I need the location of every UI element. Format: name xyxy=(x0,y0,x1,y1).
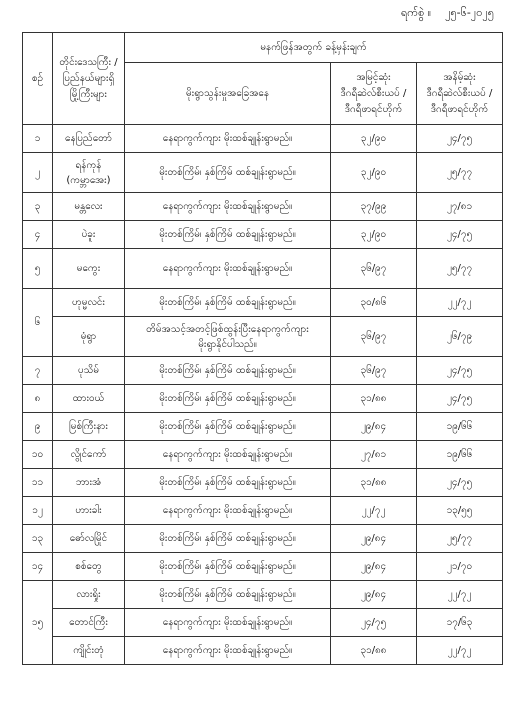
weather-condition: မိုးတစ်ကြိမ်၊ နှစ်ကြိမ် ထစ်ချုန်းရွာမည်။ xyxy=(125,525,331,553)
weather-condition: နေရာကွက်ကျား မိုးထစ်ချုန်းရွာမည်။ xyxy=(125,249,331,289)
weather-condition: တိမ်အသင့်အတင့်ဖြစ်ထွန်းပြီးနေရာကွက်ကျား မိုးရွာနိုင်ပါသည်။ xyxy=(125,317,331,357)
min-temp: ၂၁/၇၀ xyxy=(417,553,503,581)
max-temp: ၃၁/၈၈ xyxy=(331,637,417,665)
table-row xyxy=(23,289,503,317)
row-number: ၂ xyxy=(23,153,53,193)
header-condition: မိုးရွာသွန်းမှုအခြေအနေ xyxy=(125,63,331,125)
row-number: ၈ xyxy=(23,385,53,413)
table-row xyxy=(23,357,503,385)
weather-condition: မိုးတစ်ကြိမ်၊ နှစ်ကြိမ် ထစ်ချုန်းရွာမည်။ xyxy=(125,357,331,385)
weather-condition: မိုးတစ်ကြိမ်၊ နှစ်ကြိမ် ထစ်ချုန်းရွာမည်။ xyxy=(125,221,331,249)
min-temp: ၂၄/၇၅ xyxy=(417,385,503,413)
min-temp: ၂၇/၈၁ xyxy=(417,193,503,221)
weather-condition: မိုးတစ်ကြိမ်၊ နှစ်ကြိမ် ထစ်ချုန်းရွာမည်။ xyxy=(125,553,331,581)
weather-condition: နေရာကွက်ကျား မိုးထစ်ချုန်းရွာမည်။ xyxy=(125,497,331,525)
forecast-table xyxy=(22,32,503,665)
min-temp: ၂၆/၇၉ xyxy=(417,317,503,357)
max-temp: ၃၁/၈၈ xyxy=(331,385,417,413)
table-row xyxy=(23,637,503,665)
min-temp: ၁၉/၆၆ xyxy=(417,413,503,441)
row-number: ၆ xyxy=(23,289,53,357)
weather-condition: နေရာကွက်ကျား မိုးထစ်ချုန်းရွာမည်။ xyxy=(125,637,331,665)
city-name: ရန်ကုန် (ကမ္ဘာအေး) xyxy=(53,153,125,193)
max-temp: ၂၂/၇၂ xyxy=(331,497,417,525)
table-row xyxy=(23,581,503,609)
city-name: နေပြည်တော် xyxy=(53,125,125,153)
min-temp: ၂၅/၇၇ xyxy=(417,525,503,553)
weather-condition: နေရာကွက်ကျား မိုးထစ်ချုန်းရွာမည်။ xyxy=(125,125,331,153)
table-row xyxy=(23,125,503,153)
city-name: ကျိုင်းတုံ xyxy=(53,637,125,665)
max-temp: ၃၇/၉၉ xyxy=(331,193,417,221)
max-temp: ၃၂/၉၀ xyxy=(331,221,417,249)
weather-condition: မိုးတစ်ကြိမ်၊ နှစ်ကြိမ် ထစ်ချုန်းရွာမည်။ xyxy=(125,413,331,441)
city-name: ဟုမ္မလင်း xyxy=(53,289,125,317)
table-row xyxy=(23,221,503,249)
city-name: ဘားအံ xyxy=(53,469,125,497)
city-name: ပုသိမ် xyxy=(53,357,125,385)
row-number: ၅ xyxy=(23,249,53,289)
row-number: ၄ xyxy=(23,221,53,249)
row-number: ၃ xyxy=(23,193,53,221)
max-temp: ၂၄/၇၅ xyxy=(331,609,417,637)
min-temp: ၂၄/၇၅ xyxy=(417,469,503,497)
max-temp: ၂၉/၈၄ xyxy=(331,413,417,441)
min-temp: ၂၄/၇၅ xyxy=(417,125,503,153)
min-temp: ၂၅/၇၇ xyxy=(417,153,503,193)
city-name: လွိုင်ကော် xyxy=(53,441,125,469)
table-row xyxy=(23,497,503,525)
city-name: မြစ်ကြီးနား xyxy=(53,413,125,441)
city-name: မကွေး xyxy=(53,249,125,289)
max-temp: ၃၁/၈၈ xyxy=(331,469,417,497)
max-temp: ၂၉/၈၄ xyxy=(331,525,417,553)
max-temp: ၂၉/၈၄ xyxy=(331,553,417,581)
city-name: မန္တလေး xyxy=(53,193,125,221)
max-temp: ၃၆/၉၇ xyxy=(331,357,417,385)
row-number: ၁၁ xyxy=(23,469,53,497)
weather-condition: မိုးတစ်ကြိမ်၊ နှစ်ကြိမ် ထစ်ချုန်းရွာမည်။ xyxy=(125,385,331,413)
table-row xyxy=(23,525,503,553)
max-temp: ၂၇/၈၁ xyxy=(331,441,417,469)
weather-condition: နေရာကွက်ကျား မိုးထစ်ချုန်းရွာမည်။ xyxy=(125,441,331,469)
table-row xyxy=(23,609,503,637)
row-number: ၁၅ xyxy=(23,581,53,665)
weather-condition: နေရာကွက်ကျား မိုးထစ်ချုန်းရွာမည်။ xyxy=(125,193,331,221)
table-row xyxy=(23,317,503,357)
city-name: စစ်တွေ xyxy=(53,553,125,581)
table-row xyxy=(23,553,503,581)
table-row xyxy=(23,413,503,441)
city-name: မုံရွာ xyxy=(53,317,125,357)
weather-condition: နေရာကွက်ကျား မိုးထစ်ချုန်းရွာမည်။ xyxy=(125,609,331,637)
header-city: တိုင်းဒေသကြီး / ပြည်နယ်များရှိ မြို့ကြီးများ xyxy=(53,33,125,125)
min-temp: ၂၅/၇၇ xyxy=(417,249,503,289)
min-temp: ၁၉/၆၆ xyxy=(417,441,503,469)
date-line xyxy=(401,6,494,22)
table-row xyxy=(23,153,503,193)
date-value: ၂၅-၆-၂၀၂၅ xyxy=(445,6,494,19)
table-row xyxy=(23,193,503,221)
min-temp: ၂၂/၇၂ xyxy=(417,289,503,317)
date-label: ရက်စွဲ ။ xyxy=(400,6,432,19)
table-row xyxy=(23,385,503,413)
max-temp: ၃၀/၈၆ xyxy=(331,289,417,317)
row-number: ၁ xyxy=(23,125,53,153)
min-temp: ၁၇/၆၃ xyxy=(417,609,503,637)
max-temp: ၃၂/၉၀ xyxy=(331,125,417,153)
row-number: ၁၄ xyxy=(23,553,53,581)
row-number: ၉ xyxy=(23,413,53,441)
max-temp: ၃၆/၉၇ xyxy=(331,317,417,357)
city-name: တောင်ကြီး xyxy=(53,609,125,637)
row-number: ၁၂ xyxy=(23,497,53,525)
weather-condition: မိုးတစ်ကြိမ်၊ နှစ်ကြိမ် ထစ်ချုန်းရွာမည်။ xyxy=(125,581,331,609)
header-min: အနိမ့်ဆုံး ဒီဂရီဆဲလ်စီးယပ် / ဒီဂရီဖာရင်ဟိုက် xyxy=(417,63,503,125)
city-name: ထားဝယ် xyxy=(53,385,125,413)
min-temp: ၂၄/၇၅ xyxy=(417,357,503,385)
city-name: လားရှိုး xyxy=(53,581,125,609)
header-no: စဉ် xyxy=(23,33,53,125)
weather-condition: မိုးတစ်ကြိမ်၊ နှစ်ကြိမ် ထစ်ချုန်းရွာမည်။ xyxy=(125,153,331,193)
weather-condition: မိုးတစ်ကြိမ်၊ နှစ်ကြိမ် ထစ်ချုန်းရွာမည်။ xyxy=(125,289,331,317)
city-name: ဓော်လမြိုင် xyxy=(53,525,125,553)
city-name: ပဲခူး xyxy=(53,221,125,249)
header-max: အမြင့်ဆုံး ဒီဂရီဆဲလ်စီးယပ် / ဒီဂရီဖာရင်ဟိုက် xyxy=(331,63,417,125)
max-temp: ၃၂/၉၀ xyxy=(331,153,417,193)
row-number: ၇ xyxy=(23,357,53,385)
table-row xyxy=(23,249,503,289)
weather-condition: မိုးတစ်ကြိမ်၊ နှစ်ကြိမ် ထစ်ချုန်းရွာမည်။ xyxy=(125,469,331,497)
max-temp: ၃၆/၉၇ xyxy=(331,249,417,289)
max-temp: ၂၉/၈၄ xyxy=(331,581,417,609)
row-number: ၁၃ xyxy=(23,525,53,553)
min-temp: ၂၄/၇၅ xyxy=(417,221,503,249)
min-temp: ၁၃/၅၅ xyxy=(417,497,503,525)
table-row xyxy=(23,469,503,497)
min-temp: ၂၂/၇၂ xyxy=(417,637,503,665)
min-temp: ၂၂/၇၂ xyxy=(417,581,503,609)
row-number: ၁၀ xyxy=(23,441,53,469)
table-row xyxy=(23,441,503,469)
city-name: ဟားခါး xyxy=(53,497,125,525)
header-forecast-group: မနက်ဖြန်အတွက် ခန့်မှန်းချက် xyxy=(125,33,503,63)
